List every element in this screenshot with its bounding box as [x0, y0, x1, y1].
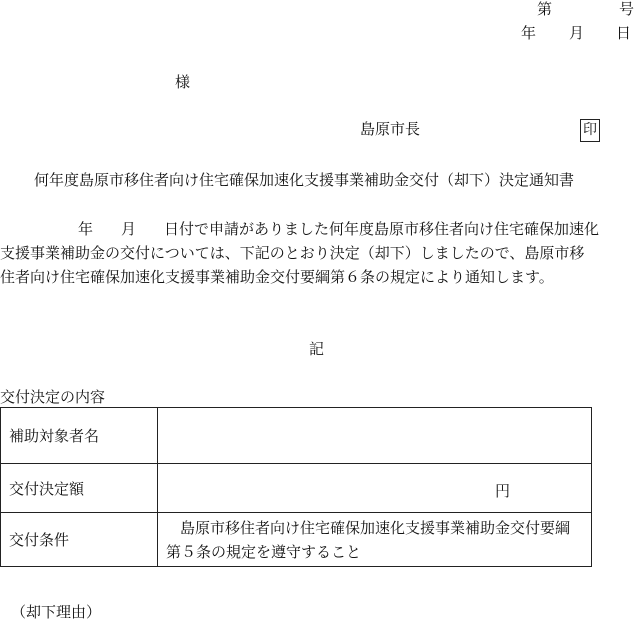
body-line-2: 支援事業補助金の交付については、下記のとおり決定（却下）しましたので、島原市移	[0, 244, 585, 262]
section-label: 交付決定の内容	[0, 388, 106, 406]
date-day-label: 日	[616, 24, 632, 42]
decision-table	[0, 407, 592, 567]
body-line-3: 住者向け住宅確保加速化支援事業補助金交付要綱第６条の規定により通知します。	[0, 268, 554, 286]
notice-body	[0, 217, 635, 289]
table-cell-label: 補助対象者名	[1, 408, 158, 464]
document-number-prefix: 第	[537, 0, 553, 18]
ki-heading: 記	[309, 340, 325, 358]
date-month-label: 月	[569, 24, 585, 42]
rejection-reason-label: （却下理由）	[11, 603, 102, 621]
table-cell-label: 交付決定額	[1, 464, 158, 513]
yen-unit: 円	[495, 482, 511, 500]
document-number-suffix: 号	[619, 0, 635, 18]
condition-field	[158, 513, 592, 567]
table-row	[1, 464, 592, 513]
body-month-label: 月	[121, 220, 137, 238]
body-line-1	[0, 217, 635, 241]
condition-text: 島原市移住者向け住宅確保加速化支援事業補助金交付要綱第５条の規定を遵守すること	[166, 518, 571, 561]
document-title: 何年度島原市移住者向け住宅確保加速化支援事業補助金交付（却下）決定通知書	[34, 171, 575, 189]
body-year-label: 年	[78, 220, 94, 238]
table-cell-label: 交付条件	[1, 513, 158, 567]
recipient-name-field	[158, 408, 592, 464]
table-row	[1, 408, 592, 464]
date-year-label: 年	[521, 24, 537, 42]
seal-mark: 印	[580, 119, 600, 142]
issuer-name: 島原市長	[360, 120, 421, 138]
body-line-1-text: 日付で申請がありました何年度島原市移住者向け住宅確保加速化	[164, 220, 600, 238]
amount-field	[158, 464, 592, 513]
table-row	[1, 513, 592, 567]
addressee-honorific: 様	[175, 73, 191, 91]
